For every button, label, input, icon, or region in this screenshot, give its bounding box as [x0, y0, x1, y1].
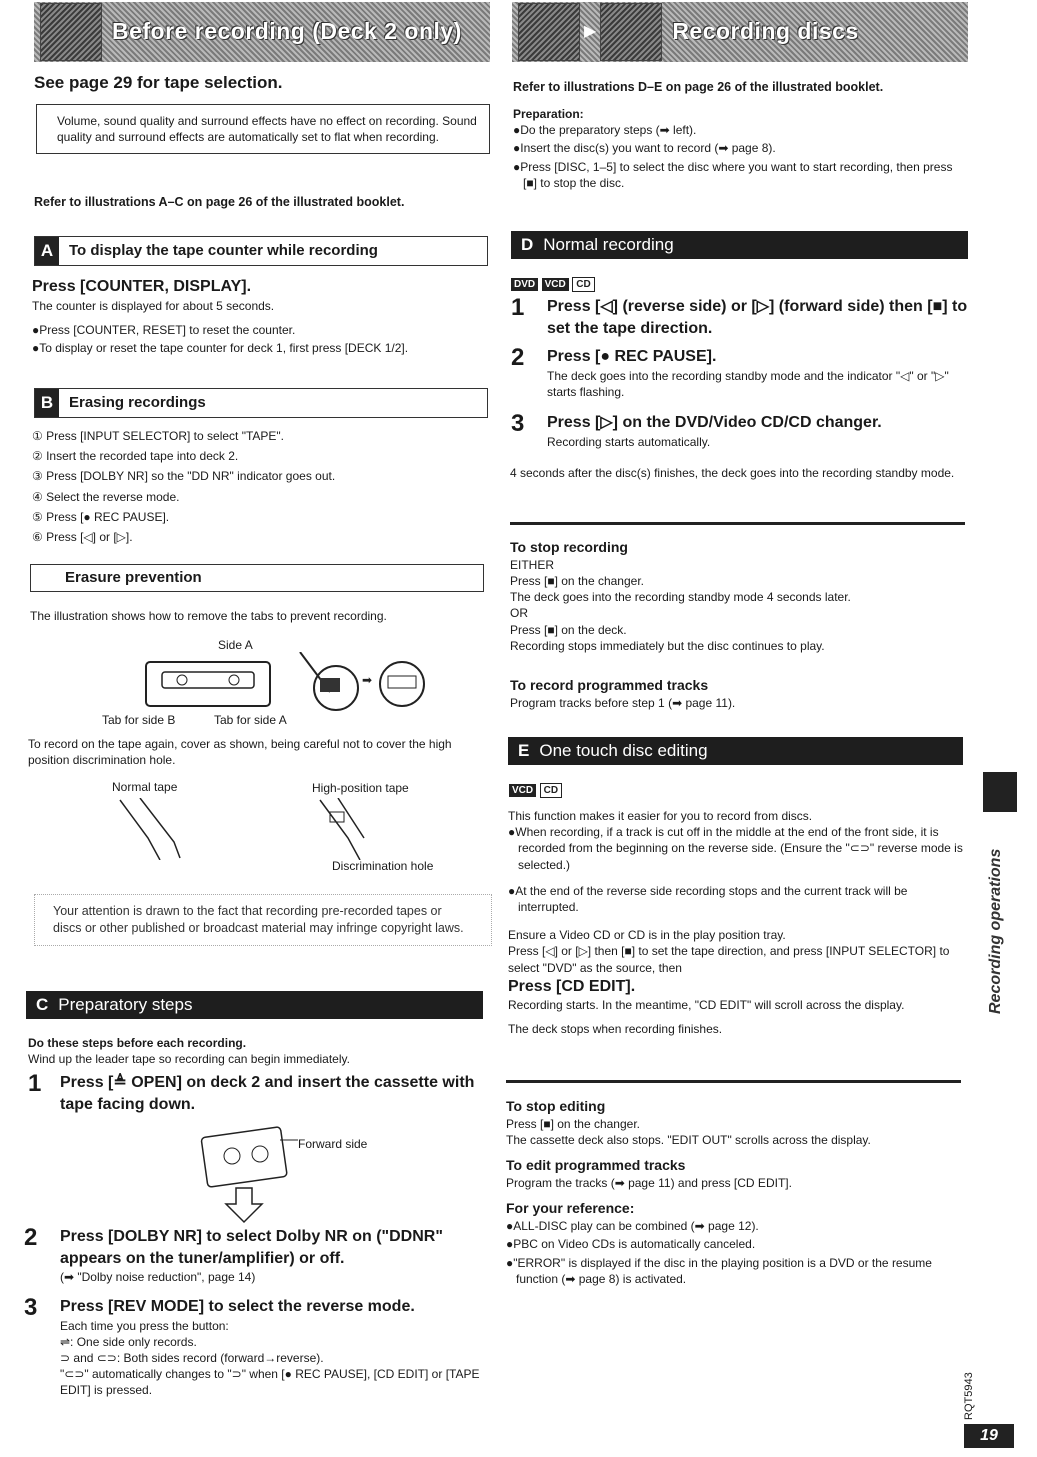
- list-item: ●Do the preparatory steps (➡ left).: [513, 123, 697, 138]
- side-a-label: Side A: [218, 638, 253, 652]
- d-step-2-desc: The deck goes into the recording standby mode and the indicator "◁" or "▷" starts flashing.: [547, 368, 949, 399]
- normal-tape-label: Normal tape: [112, 780, 178, 794]
- vcd-badge: VCD: [542, 278, 569, 291]
- list-item: ⑥ Press [◁] or [▷].: [32, 529, 133, 544]
- reference-title: For your reference:: [506, 1200, 635, 1217]
- discrimination-hole-label: Discrimination hole: [332, 859, 434, 873]
- programmed-tracks-desc: Program tracks before step 1 (➡ page 11).: [510, 695, 736, 710]
- list-item: ●Press [COUNTER, RESET] to reset the counter.: [32, 322, 296, 337]
- list-item: ●When recording, if a track is cut off in the middle at the end of the front side, it is recorded from the beginning on the reverse side. (Ensure the "⊂⊃" reverse mode is selected.): [508, 825, 963, 872]
- step-number: 1: [511, 294, 525, 321]
- erasure-header: [30, 564, 484, 592]
- page-number: 19: [964, 1424, 1014, 1448]
- list-item: ●"ERROR" is displayed if the disc in the playing position is a DVD or the resume function (➡ page 8) is activated.: [506, 1255, 932, 1286]
- tab-a-label: Tab for side A: [214, 713, 287, 727]
- section-a-letter: A: [35, 237, 59, 265]
- step-2-note: (➡ "Dolby noise reduction", page 14): [60, 1270, 256, 1285]
- after-recording-note: 4 seconds after the disc(s) finishes, the deck goes into the recording standby mode.: [510, 466, 955, 480]
- right-banner: [512, 2, 968, 62]
- stop-editing-title: To stop editing: [506, 1098, 606, 1114]
- d-step-3-desc: Recording starts automatically.: [547, 434, 711, 449]
- erasure-desc: The illustration shows how to remove the tabs to prevent recording.: [30, 609, 387, 623]
- edit-para: The deck stops when recording finishes.: [508, 1022, 723, 1037]
- section-c-letter: C: [36, 994, 49, 1014]
- edit-programmed-desc: Program the tracks (➡ page 11) and press [CD EDIT].: [506, 1176, 792, 1191]
- stop-editing-line: Press [■] on the changer.: [506, 1116, 640, 1131]
- list-item: ●At the end of the reverse side recording stops and the current track will be interrupted.: [508, 883, 908, 914]
- stop-line: OR: [510, 606, 528, 621]
- tab-b-label: Tab for side B: [102, 713, 176, 727]
- see-page-text: See page 29 for tape selection.: [34, 73, 283, 92]
- section-e-header: [508, 737, 963, 765]
- stop-line: Recording stops immediately but the disc continues to play.: [510, 638, 825, 653]
- right-banner-title: Recording discs: [672, 18, 859, 45]
- d-step-2-text: Press [● REC PAUSE].: [547, 348, 717, 365]
- section-b-header: [34, 388, 488, 418]
- step-number: 2: [511, 344, 525, 371]
- cover-text: To record on the tape again, cover as shown, being careful not to cover the high position discrimination hole.: [28, 737, 452, 768]
- section-a-header: [34, 236, 488, 266]
- side-tab-marker: [983, 772, 1017, 812]
- stop-line: Press [■] on the changer.: [510, 574, 644, 589]
- list-item: ●To display or reset the tape counter for deck 1, first press [DECK 1/2].: [32, 340, 409, 355]
- cassette-icon: [600, 3, 662, 61]
- step-number: 2: [24, 1224, 38, 1251]
- programmed-tracks-title: To record programmed tracks: [510, 677, 709, 693]
- left-banner: [34, 2, 490, 62]
- list-item: ① Press [INPUT SELECTOR] to select "TAPE".: [32, 429, 285, 443]
- section-c-header: [26, 991, 483, 1019]
- step-number: 3: [511, 410, 525, 437]
- step-number: 1: [28, 1070, 42, 1097]
- edit-para: Recording starts. In the meantime, "CD EDIT" will scroll across the display.: [508, 998, 905, 1013]
- divider: [510, 522, 965, 525]
- cassette-insert-illustration: [198, 1126, 298, 1224]
- erasure-title: Erasure prevention: [65, 568, 202, 586]
- step-3-text: Press [REV MODE] to select the reverse mode.: [60, 1298, 415, 1315]
- d-step-1-text: Press [◁] (reverse side) or [▷] (forward side) then [■] to set the tape direction.: [547, 298, 968, 337]
- erasure-illustration: [140, 652, 430, 712]
- step-3-desc: "⊂⊃" automatically changes to "⊃" when [● REC PAUSE], [CD EDIT] or [TAPE EDIT] is pressed.: [60, 1367, 480, 1398]
- cd-badge: CD: [572, 277, 594, 292]
- preparatory-intro: Wind up the leader tape so recording can begin immediately.: [28, 1052, 350, 1067]
- preparation-title: Preparation:: [513, 107, 584, 121]
- section-a-title: To display the tape counter while recording: [69, 241, 378, 259]
- section-c-title: Preparatory steps: [58, 994, 193, 1014]
- model-code: RQT5943: [963, 1372, 975, 1420]
- step-1-text: Press [≜ OPEN] on deck 2 and insert the cassette with tape facing down.: [60, 1074, 475, 1113]
- svg-text:➡: ➡: [362, 673, 373, 687]
- forward-side-label: Forward side: [298, 1137, 368, 1151]
- left-refer: Refer to illustrations A–C on page 26 of the illustrated booklet.: [34, 195, 405, 209]
- step-3-desc: ⊃ and ⊂⊃: Both sides record (forward→reverse).: [60, 1350, 324, 1365]
- list-item: ●PBC on Video CDs is automatically canceled.: [506, 1237, 756, 1252]
- stop-line: Press [■] on the deck.: [510, 622, 627, 637]
- list-item: ③ Press [DOLBY NR] so the "DD NR" indicator goes out.: [32, 469, 336, 484]
- section-d-letter: D: [521, 234, 534, 254]
- vcd-badge: VCD: [509, 784, 536, 797]
- edit-intro: This function makes it easier for you to record from discs.: [508, 809, 813, 823]
- right-refer: Refer to illustrations D–E on page 26 of the illustrated booklet.: [513, 80, 884, 94]
- list-item: ●ALL-DISC play can be combined (➡ page 12).: [506, 1219, 759, 1234]
- tape-tabs-illustration: [110, 798, 370, 860]
- preparatory-intro-bold: Do these steps before each recording.: [28, 1036, 247, 1050]
- left-banner-title: Before recording (Deck 2 only): [112, 18, 462, 45]
- section-b-letter: B: [35, 389, 59, 417]
- recording-note: Volume, sound quality and surround effects have no effect on recording. Sound quality and surround effects are automatically set to flat when recording.: [36, 104, 490, 154]
- counter-desc: The counter is displayed for about 5 seconds.: [32, 298, 275, 313]
- disc-icon: [518, 3, 580, 61]
- cd-badge: CD: [540, 783, 562, 798]
- list-item: ⑤ Press [● REC PAUSE].: [32, 509, 170, 524]
- section-d-header: [511, 231, 968, 259]
- edit-programmed-title: To edit programmed tracks: [506, 1157, 686, 1174]
- stop-line: The deck goes into the recording standby mode 4 seconds later.: [510, 590, 851, 605]
- dvd-badge: DVD: [511, 278, 538, 291]
- divider: [506, 1080, 961, 1083]
- high-position-label: High-position tape: [312, 781, 409, 795]
- list-item: ●Press [DISC, 1–5] to select the disc where you want to start recording, then press [■] to stop the disc.: [513, 159, 953, 190]
- side-tab-label: Recording operations: [987, 848, 1004, 1014]
- step-3-desc: Each time you press the button:: [60, 1318, 229, 1333]
- list-item: ④ Select the reverse mode.: [32, 489, 180, 504]
- list-item: ●Insert the disc(s) you want to record (➡ page 8).: [513, 141, 776, 156]
- edit-para: Press [◁] or [▷] then [■] to set the tape direction, and press [INPUT SELECTOR] to select "DVD" as the source, then: [508, 944, 950, 975]
- section-d-title: Normal recording: [543, 234, 674, 254]
- step-2-text: Press [DOLBY NR] to select Dolby NR on ("DDNR" appears on the tuner/amplifier) or off.: [60, 1228, 443, 1267]
- step-3-desc: ⇌: One side only records.: [60, 1334, 197, 1349]
- section-e-letter: E: [518, 740, 530, 760]
- edit-para: Ensure a Video CD or CD is in the play position tray.: [508, 928, 786, 943]
- stop-line: EITHER: [510, 557, 555, 572]
- section-b-title: Erasing recordings: [69, 393, 206, 411]
- section-e-title: One touch disc editing: [539, 740, 708, 760]
- stop-editing-line: The cassette deck also stops. "EDIT OUT" scrolls across the display.: [506, 1133, 871, 1148]
- press-cd-edit: Press [CD EDIT].: [508, 977, 636, 995]
- arrow-icon: ▶: [584, 23, 597, 41]
- deck-icon: [40, 3, 102, 61]
- list-item: ② Insert the recorded tape into deck 2.: [32, 449, 239, 464]
- press-counter-display: Press [COUNTER, DISPLAY].: [32, 278, 252, 295]
- copyright-notice: Your attention is drawn to the fact that recording pre-recorded tapes or discs or other published or broadcast material may infringe copyright laws.: [34, 894, 492, 946]
- stop-recording-title: To stop recording: [510, 539, 628, 555]
- step-number: 3: [24, 1294, 38, 1321]
- d-step-3-text: Press [▷] on the DVD/Video CD/CD changer.: [547, 414, 882, 431]
